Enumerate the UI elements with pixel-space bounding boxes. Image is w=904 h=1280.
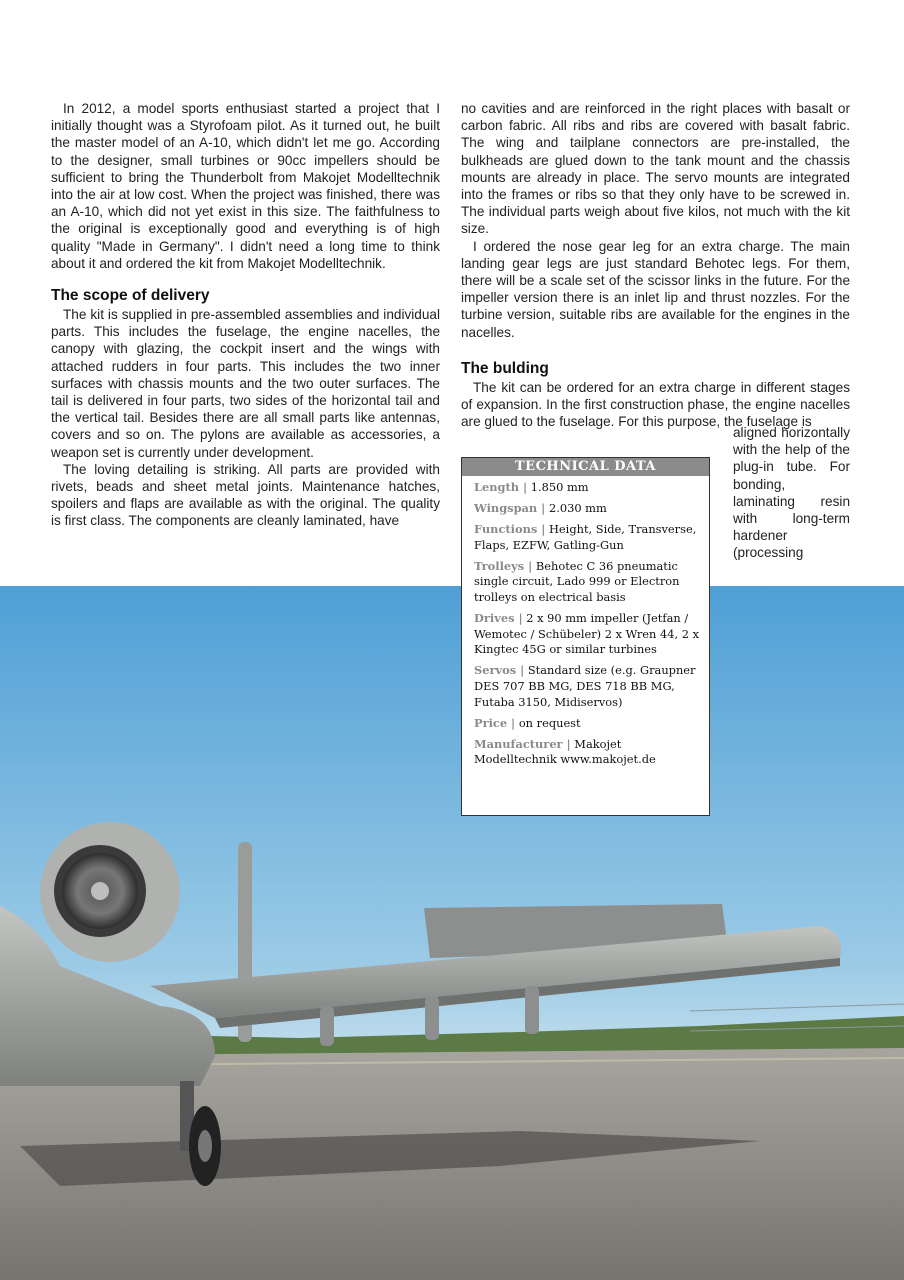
- tech-value: Behotec C 36 pneumatic single circuit, Lado 999 or Electron trolleys on electrical basis: [474, 558, 680, 605]
- tech-label: Functions |: [474, 522, 546, 537]
- tech-label: Trolleys |: [474, 558, 533, 573]
- tech-item-length: [474, 480, 699, 496]
- tech-item-functions: [474, 522, 699, 553]
- tech-value: Makojet Modelltechnik www.makojet.de: [474, 736, 656, 767]
- technical-data-box: [461, 457, 710, 816]
- tech-item-drives: [474, 611, 699, 658]
- tech-item-trolleys: [474, 559, 699, 606]
- tech-label: Length |: [474, 480, 528, 494]
- scope-heading: The scope of delivery: [51, 287, 210, 305]
- article-right-column: [461, 100, 850, 430]
- building-paragraph: The kit can be ordered for an extra charge in different stages of expansion. In the first construction phase, the engine nacelles are glued to the fuselage. For this purpose, the fuselage is: [461, 379, 850, 430]
- intro-paragraph: In 2012, a model sports enthusiast started a project that I initially thought was a Styrofoam pilot. As it turned out, he built the master model of an A-10, which didn't let me go. According to the designer, small turbines or 90cc impellers should be sufficient to bring the Thunderbolt from Makojet Modelltechnik into the air at low cost. When the project was finished, there was an A-10, which did not yet exist in this size. The faithfulness to the original is exceptionally good and everything is of high quality "Made in Germany". I didn't need a long time to think about it and ordered the kit from Makojet Modelltechnik.: [51, 101, 440, 271]
- tech-value: on request: [518, 715, 581, 730]
- scope-paragraph-2: The loving detailing is striking. All parts are provided with rivets, beads and sheet metal joints. Maintenance hatches, spoilers and flaps are available as with the original. The quality is first class. The components are cleanly laminated, have: [51, 461, 440, 529]
- tech-item-price: [474, 716, 699, 732]
- landing-gear-paragraph: I ordered the nose gear leg for an extra charge. The main landing gear legs are just standard Behotec legs. For them, there will be a scale set of the scissor links in the future. For the impeller version there is an inlet lip and thrust nozzles. For the turbine version, suitable ribs are available for the engines in the nacelles.: [461, 238, 850, 340]
- scope-paragraph-1: The kit is supplied in pre-assembled assemblies and individual parts. This includes the fuselage, the engine nacelles, the canopy with glazing, the cockpit insert and the wings with attached rudders in four parts. This includes the two inner surfaces with chassis mounts and the two outer surfaces. The tail is delivered in four parts, two sides of the horizontal tail and the vertical tail. Besides there are all small parts like antennas, covers and so on. The pylons are available as accessories, a weapon set is currently under development.: [51, 307, 440, 460]
- technical-data-title: TECHNICAL DATA: [462, 458, 709, 476]
- tech-label: Price |: [474, 715, 516, 730]
- building-wrap-text: aligned horizontally with the help of the plug-in tube. For bonding, laminating resin with long-term hardener (processing: [733, 425, 850, 561]
- tech-value: 1.850 mm: [530, 480, 589, 494]
- tech-label: Servos |: [474, 663, 525, 678]
- tech-value: Height, Side, Transverse, Flaps, EZFW, Gatling-Gun: [474, 522, 697, 552]
- materials-paragraph: no cavities and are reinforced in the right places with basalt or carbon fabric. All ribs and ribs are covered with basalt fabric. The wing and tailplane connectors are pre-installed, the bulkheads are glued down to the tank mount and the chassis mounts are already in place. The servo mounts are integrated into the frames or ribs so that they only have to be screwed in. The individual parts weigh about five kilos, not much with the kit size.: [461, 101, 850, 237]
- tech-item-wingspan: [474, 501, 699, 517]
- tech-label: Wingspan |: [474, 501, 546, 516]
- article-left-column: [51, 100, 440, 530]
- tech-item-manufacturer: [474, 737, 699, 768]
- tech-label: Drives |: [474, 611, 523, 626]
- tech-item-servos: [474, 663, 699, 710]
- tech-label: Manufacturer |: [474, 736, 571, 751]
- building-heading: The bulding: [461, 359, 549, 377]
- tech-value: 2 x 90 mm impeller (Jetfan / Wemotec / Schübeler) 2 x Wren 44, 2 x Kingtec 45G or similar turbines: [474, 611, 700, 657]
- a10-aircraft-photo: [0, 586, 904, 1280]
- tech-value: Standard size (e.g. Graupner DES 707 BB MG, DES 718 BB MG, Futaba 3150, Midiservos): [474, 663, 696, 709]
- technical-data-list: [462, 476, 709, 768]
- tech-value: 2.030 mm: [548, 501, 607, 516]
